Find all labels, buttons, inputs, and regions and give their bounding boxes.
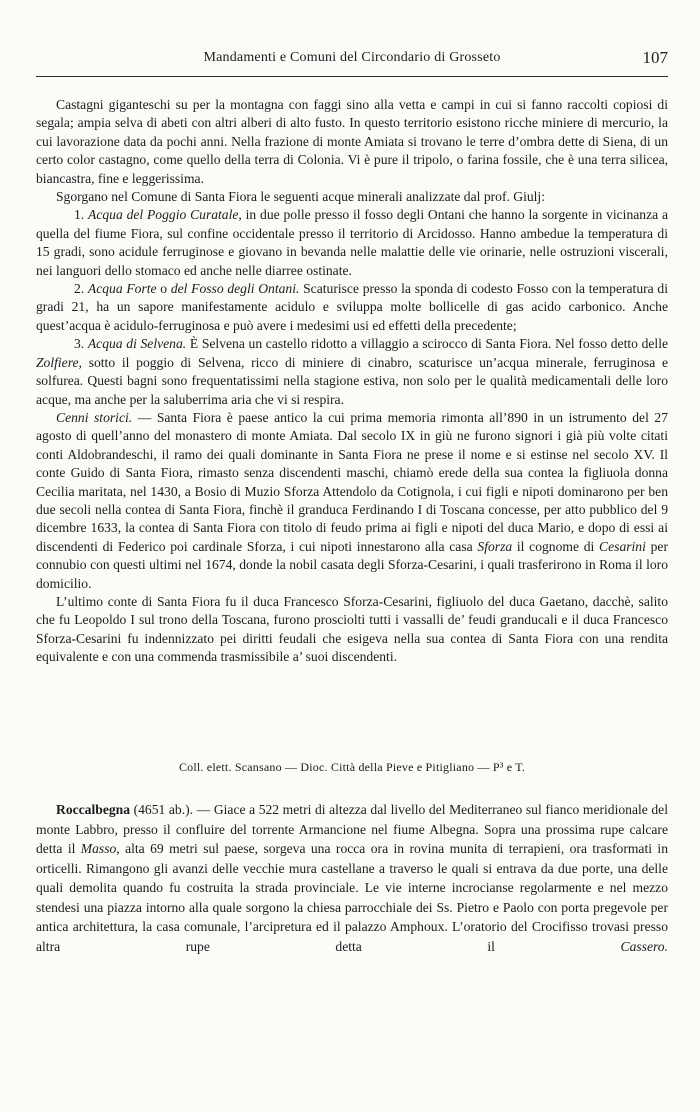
list-item-3-italic: Zolfiere,: [36, 354, 82, 370]
cenni-mid: il cognome di: [516, 538, 595, 554]
paragraph-cenni-storici: [36, 409, 668, 593]
list-item-2-conj: o: [160, 281, 168, 297]
list-item-1-number: 1.: [74, 207, 85, 223]
list-item-1-text: in due polle presso il fosso degli Ontani che hanno la sorgente in vicinanza a quella del fiume Fiora, sul confine occidentale presso il territorio di Arcidosso. Hanno ambedue la temperatura di 15 gradi, sono acidule ferruginose e giovano in bevanda nelle malattie delle vie orinarie, nelle ostruzioni viscerali, nei languori dello stomaco ed anche nelle diarree ostinate.: [36, 207, 669, 278]
roccalbegna-text-a: — Giace a 522 metri di altezza dal livello del Mediterraneo sul fianco meridionale del monte Labbro, presso il confluire del torrente Armancione nel fiume Albegna. Sopra una prossima rupe calcare detta il: [36, 802, 668, 856]
roccalbegna-population: (4651 ab.).: [133, 802, 194, 817]
roccalbegna-text-b: alta 69 metri sul paese, sorgeva una rocca ora in rovina munita di terrapieni, ora trasformati in orticelli. Rimangono gli avanzi delle vecchie mura castellane a traverso le quali si entrava da due porte, una delle quali demolita quando fu costruita la strada provinciale. Le vie interne incrocianse regolarmente e nel mezzo stendesi una piazza intorno alla quale sorgono la chiesa parrocchiale dei Ss. Pietro e Paolo con porta pregevole per antica architettura, la casa comunale, l’arcipretura ed il palazzo Amphoux. L’oratorio del Crocifisso trovasi presso altra rupe detta il: [36, 841, 668, 954]
list-item-2: [36, 280, 668, 335]
running-header: [36, 50, 668, 74]
electoral-college-line: Coll. elett. Scansano — Dioc. Città della Pieve e Pitigliano — P³ e T.: [178, 760, 526, 774]
list-item-3-title: Acqua di Selvena.: [87, 336, 187, 352]
list-item-2-title: Acqua Forte: [87, 281, 157, 297]
roccalbegna-entry: [36, 800, 668, 956]
roccalbegna-cassero: Cassero.: [620, 938, 668, 954]
list-item-1: [36, 206, 668, 280]
header-rule: [36, 76, 668, 77]
list-item-3-text-a: È Selvena un castello ridotto a villaggio a scirocco di Santa Fiora. Nel fosso detto delle: [189, 336, 669, 352]
cenni-cesarini: Cesarini: [599, 538, 646, 554]
header-title: Mandamenti e Comuni del Circondario di Grosseto: [203, 50, 501, 65]
list-item-2-title2: del Fosso degli Ontani.: [170, 281, 300, 297]
cenni-sforza: Sforza: [477, 538, 513, 554]
paragraph-ultimo-conte-text: L’ultimo conte di Santa Fiora fu il duca Francesco Sforza-Cesarini, figliuolo del duca Gaetano, dacchè, salito che fu Leopoldo I sul trono della Toscana, furono prosciolti tutti i vassalli de’ feudi granducali e il duca Francesco Sforza-Cesarini fu indennizzato pei diritti feudali che esigeva nella sua contea di Santa Fiora con una rendita equivalente e con una commenda trasmissibile a’ suoi discendenti.: [36, 593, 668, 665]
paragraph-intro-text: Castagni giganteschi su per la montagna con faggi sino alla vetta e campi in cui si fanno raccolti copiosi di segala; ampia selva di abeti con altri alberi di alto fusto. In questo territorio esistono ricche miniere di mercurio, la cui lavorazione data da pochi anni. Nella frazione di monte Amiata si trovano le terre d’ombra dette di Siena, di un certo color castagno, come quello della terra di Colonia. Vi è pure il tripolo, o farina fossile, che è una terra silicea, biancastra, fine e leggerissima.: [36, 97, 668, 186]
list-item-1-title: Acqua del Poggio Curatale,: [88, 207, 242, 223]
cenni-end: per connubio con questi ultimi nel 1674, donde la nobil casata degli Sforza-Cesarini, i quali trasferirono in Roma il loro domicilio.: [36, 538, 668, 591]
list-item-2-text: Scaturisce presso la sponda di codesto Fosso con la temperatura di gradi 21, ha un sapore manifestamente acidulo e sviluppa molte bollicelle di gas acido carbonico. Anche quest’acqua è acidulo-ferruginosa e può avere i medesimi usi ed effetti della precedente;: [36, 281, 668, 333]
list-item-2-number: 2.: [74, 281, 85, 297]
list-item-3-text-b: sotto il poggio di Selvena, ricco di miniere di cinabro, scaturisce un’acqua minerale, ferruginosa e solfurea. Questi bagni sono frequentatissimi nella stagione estiva, non solo per le qualità medicamentali delle loro acque, ma anche per la saluberrima aria che vi si respira.: [36, 354, 668, 407]
main-text: [36, 96, 668, 667]
roccalbegna-masso: Masso,: [80, 841, 120, 856]
roccalbegna-name: Roccalbegna: [56, 802, 131, 817]
paragraph-intro: [36, 96, 668, 188]
page-number: 107: [642, 48, 668, 67]
roccalbegna-paragraph: [36, 800, 668, 956]
list-item-3-number: 3.: [74, 336, 85, 352]
cenni-storici-heading: Cenni storici.: [56, 409, 133, 425]
list-item-3: [36, 335, 668, 409]
paragraph-mineral-waters: [36, 188, 668, 206]
paragraph-mineral-waters-text: Sgorgano nel Comune di Santa Fiora le seguenti acque minerali analizzate dal prof. Giulj:: [56, 189, 545, 205]
paragraph-ultimo-conte: [36, 593, 668, 667]
cenni-storici-text: — Santa Fiora è paese antico la cui prima memoria rimonta all’890 in un istrumento del 27 agosto di quell’anno del monastero di monte Amiata. Dal secolo IX in giù ne furono signori i già più volte citati conti Aldobrandeschi, il ramo dei quali dominante in Santa Fiora ne prese il nome e si estinse nel secolo XV. Il conte Guido di Santa Fiora, rimasto senza discendenti maschi, chiamò erede della sua contea la figliuola donna Cecilia maritata, nel 1430, a Bosio di Muzio Sforza Attendolo da Cotignola, i cui figli e nipoti dominarono per ben due secoli nella contea di Santa Fiora, finchè il granduca Ferdinando I di Toscana concesse, per atto pubblico del 9 dicembre 1633, la contea di Santa Fiora con titolo di feudo prima ai figli e nipoti del duca Mario, e dopo di essi ai discendenti di Federico poi cardinale Sforza, i cui nipoti innestarono alla casa: [36, 409, 668, 554]
